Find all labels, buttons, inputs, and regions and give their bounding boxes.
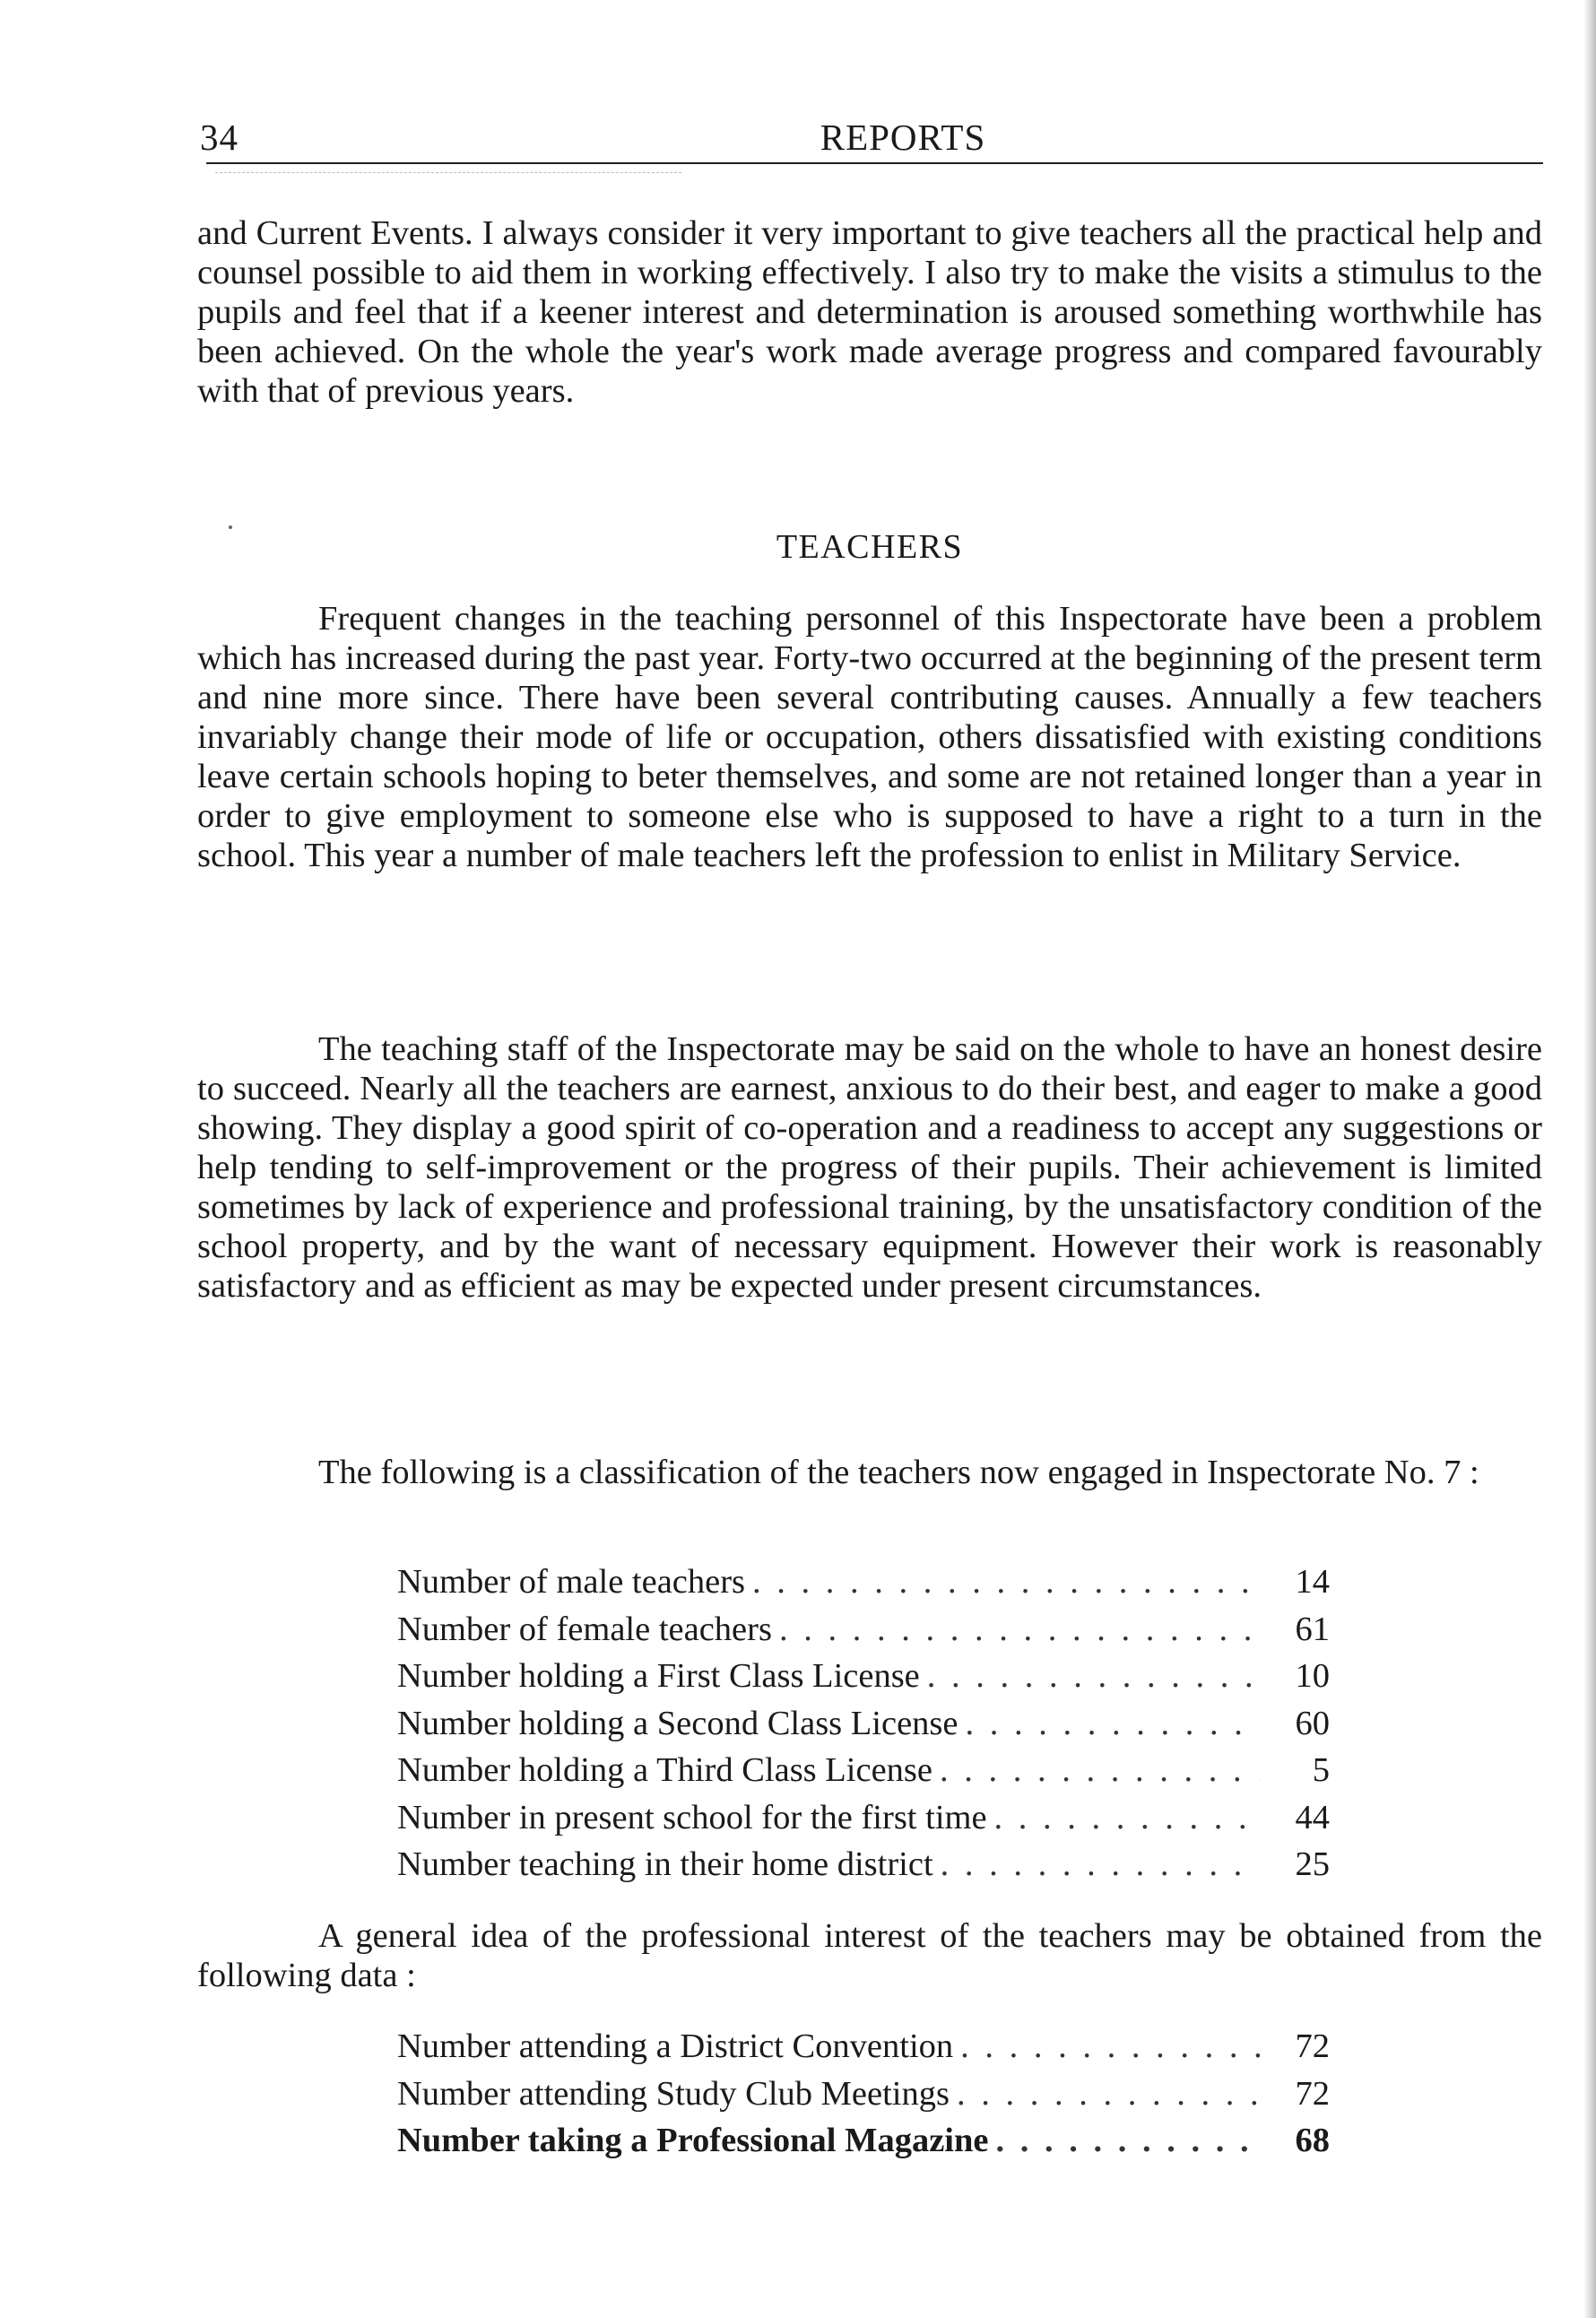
paragraph-professional-interest-intro: A general idea of the professional interest of the teachers may be obtained from the following data : <box>197 1917 1542 1994</box>
classification-list <box>397 1558 1330 1888</box>
list-item <box>397 1653 1330 1700</box>
dot-leader <box>941 1841 1260 1888</box>
dot-leader <box>927 1653 1260 1700</box>
paragraph-teaching-staff: The teaching staff of the Inspectorate may be said on the whole to have an honest desire to succeed. Nearly all the teachers are earnest, anxious to do their best, and eager to make a good showing. They display a good spirit of co-operation and a readiness to accept any suggestions or help tending to self-improvement or the progress of their pupils. Their achievement is limited sometimes by lack of experience and professional training, by the unsatisfactory condition of the school property, and by the want of necessary equipment. However their work is reasonably satisfactory and as efficient as may be expected under present circumstances. <box>197 1030 1542 1305</box>
list-item <box>397 2117 1330 2165</box>
stat-value: 25 <box>1295 1845 1330 1883</box>
page-edge-shadow <box>1583 0 1596 2318</box>
stat-label: Number holding a Second Class License <box>397 1704 958 1742</box>
list-item <box>397 2023 1330 2071</box>
stat-value: 68 <box>1295 2122 1330 2159</box>
list-item <box>397 1700 1330 1748</box>
paragraph-frequent-changes: Frequent changes in the teaching personnel of this Inspectorate have been a problem which has increased during the past year. Forty-two occurred at the beginning of the present term and nine more since. There have been several contributing causes. Annually a few teachers invariably change their mode of life or occupation, others dissatisfied with existing conditions leave certain schools hoping to beter themselves, and some are not retained longer than a year in order to give employment to someone else who is supposed to have a right to a turn in the school. This year a number of male teachers left the profession to enlist in Military Service. <box>197 600 1542 874</box>
dot-leader <box>940 1747 1260 1794</box>
section-heading-teachers: TEACHERS <box>776 528 964 566</box>
stat-label: Number in present school for the first time <box>397 1798 987 1836</box>
stat-value: 14 <box>1295 1563 1330 1601</box>
running-title: REPORTS <box>820 117 986 158</box>
stat-value: 44 <box>1295 1798 1330 1836</box>
dot-leader <box>994 1794 1260 1842</box>
dot-leader <box>752 1558 1260 1606</box>
list-item <box>397 1794 1330 1842</box>
stat-label: Number attending Study Club Meetings <box>397 2074 950 2113</box>
dot-leader <box>960 2023 1260 2071</box>
stat-value: 72 <box>1295 2074 1330 2113</box>
dot-leader <box>957 2071 1260 2118</box>
list-item <box>397 1841 1330 1888</box>
stat-label: Number attending a District Convention <box>397 2027 954 2065</box>
dot-leader <box>966 1700 1261 1748</box>
paragraph-classification-intro: The following is a classification of the teachers now engaged in Inspectorate No. 7 : <box>318 1454 1479 1491</box>
stat-value: 5 <box>1312 1751 1330 1789</box>
stat-label: Number holding a First Class License <box>397 1657 920 1695</box>
stat-label: Number holding a Third Class License <box>397 1751 932 1789</box>
list-item <box>397 1558 1330 1606</box>
list-item <box>397 2071 1330 2118</box>
page-number: 34 <box>200 117 239 158</box>
stat-value: 72 <box>1295 2027 1330 2065</box>
list-item <box>397 1747 1330 1794</box>
stat-label: Number taking a Professional Magazine <box>397 2122 989 2159</box>
dot-leader <box>779 1606 1260 1654</box>
stat-value: 10 <box>1295 1657 1330 1695</box>
stat-value: 61 <box>1295 1610 1330 1648</box>
running-header <box>200 109 1543 165</box>
stat-label: Number of male teachers <box>397 1563 746 1601</box>
header-rule <box>206 162 1543 164</box>
stat-label: Number teaching in their home district <box>397 1845 933 1883</box>
stat-label: Number of female teachers <box>397 1610 772 1648</box>
dot-leader <box>995 2117 1260 2165</box>
paragraph-current-events: and Current Events. I always consider it very important to give teachers all the practical help and counsel possible to aid them in working effectively. I also try to make the visits a stimulus to the pupils and feel that if a keener interest and determination is aroused something worthwhile has been achieved. On the whole the year's work made average progress and compared favourably with that of previous years. <box>197 214 1542 410</box>
list-item <box>397 1606 1330 1654</box>
professional-interest-list <box>397 2023 1330 2165</box>
stat-value: 60 <box>1295 1704 1330 1742</box>
header-rule-faint <box>215 172 681 173</box>
